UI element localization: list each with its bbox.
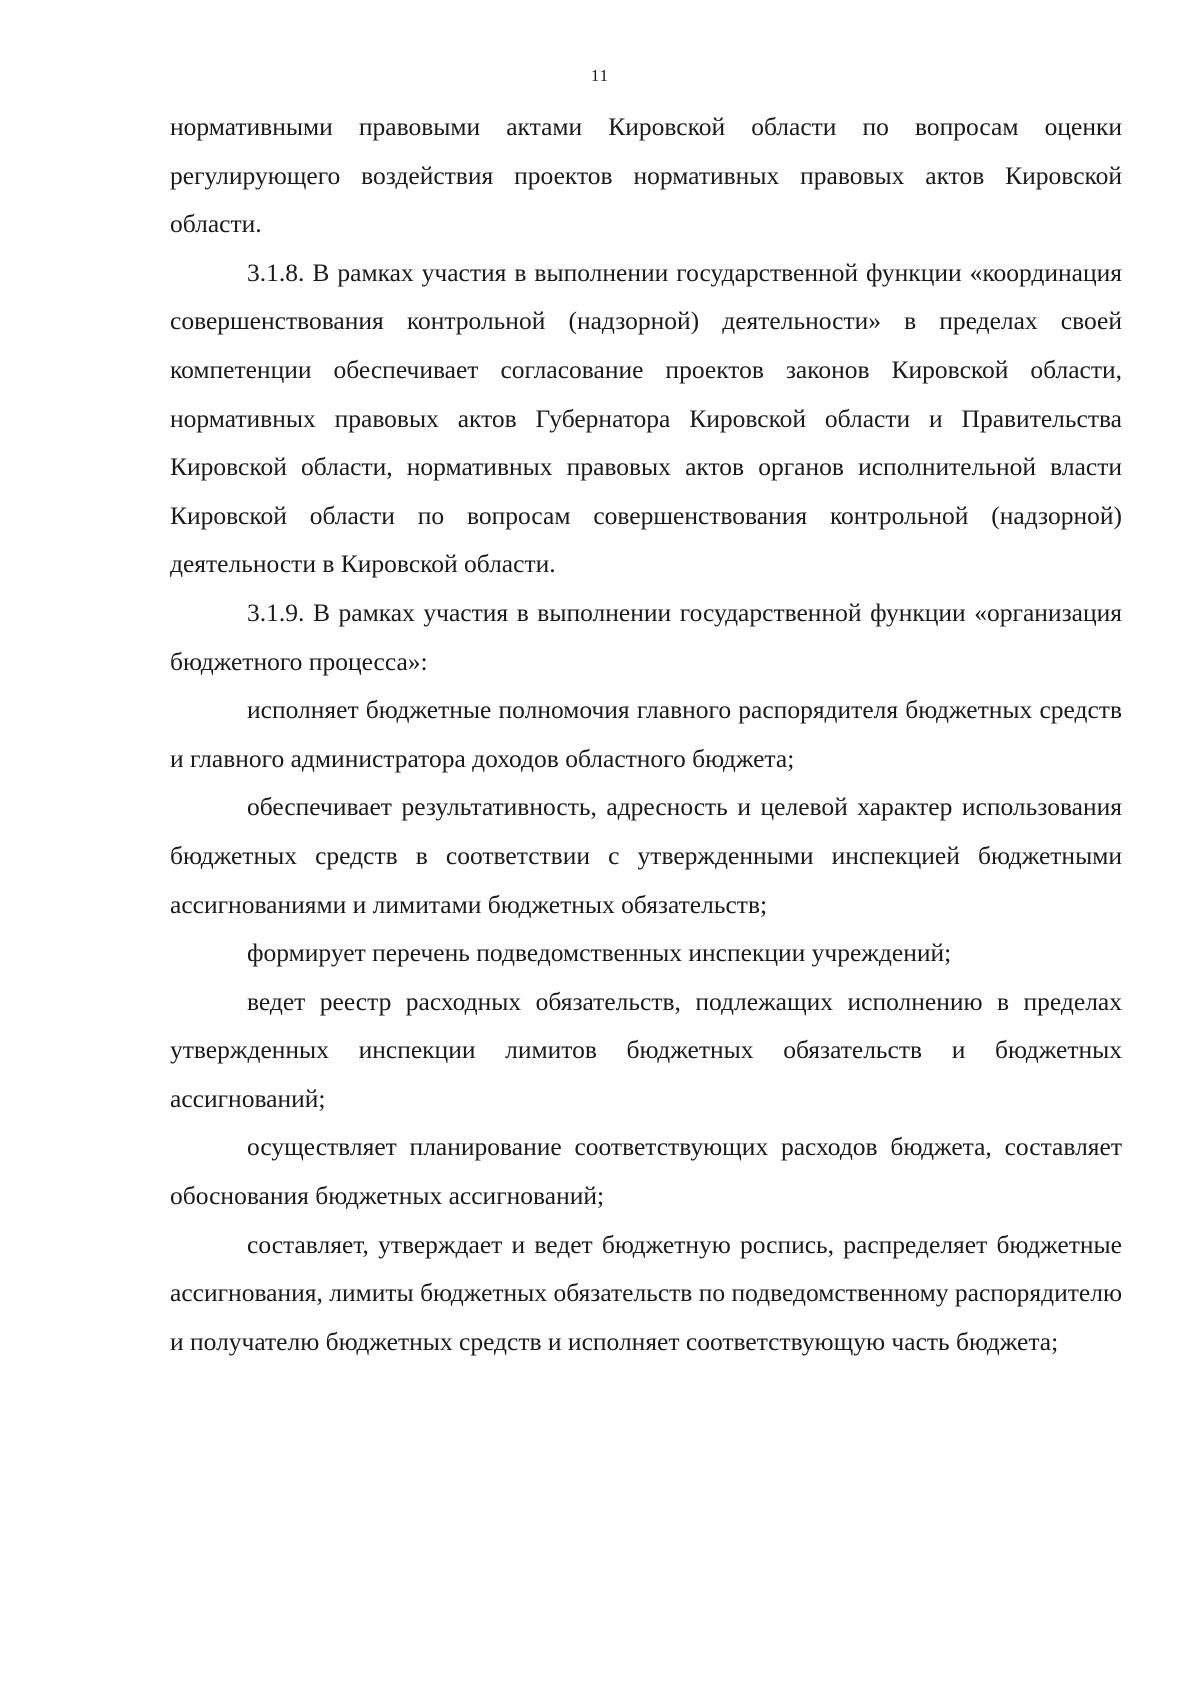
list-item-budget-schedule: составляет, утверждает и ведет бюджетную роспись, распределяет бюджетные ассигнования, лимиты бюджетных обязательств по подведомственному распорядителю и получателю бюджетных средств и исполняет соответствующую часть бюджета; xyxy=(170,1229,1122,1356)
paragraph-3-1-8: 3.1.8. В рамках участия в выполнении государственной функции «координация совершенствования контрольной (надзорной) деятельности» в пределах своей компетенции обеспечивает согласование проектов законов Кировской области, нормативных правовых актов Губернатора Кировской области и Правительства Кировской области, нормативных правовых актов органов исполнительной власти Кировской области по вопросам совершенствования контрольной (надзорной) деятельности в Кировской области. xyxy=(170,257,1122,579)
paragraph-3-1-9: 3.1.9. В рамках участия в выполнении государственной функции «организация бюджетного процесса»: xyxy=(170,597,1122,676)
list-item-obligations-register: ведет реестр расходных обязательств, подлежащих исполнению в пределах утвержденных инспекции лимитов бюджетных обязательств и бюджетных ассигнований; xyxy=(170,986,1122,1113)
list-item-budget-effectiveness: обеспечивает результативность, адресность и целевой характер использования бюджетных средств в соответствии с утвержденными инспекцией бюджетными ассигнованиями и лимитами бюджетных обязательств; xyxy=(170,792,1122,919)
list-item-budget-powers: исполняет бюджетные полномочия главного распорядителя бюджетных средств и главного администратора доходов областного бюджета; xyxy=(170,695,1122,773)
page-number: 11 xyxy=(590,66,610,85)
list-item-subordinate-list: формирует перечень подведомственных инспекции учреждений; xyxy=(247,938,952,968)
document-body xyxy=(170,103,1122,1366)
list-item-expense-planning: осуществляет планирование соответствующих расходов бюджета, составляет обоснования бюджетных ассигнований; xyxy=(170,1132,1122,1211)
paragraph-continuation: нормативными правовыми актами Кировской области по вопросам оценки регулирующего воздействия проектов нормативных правовых актов Кировской области. xyxy=(170,112,1122,239)
